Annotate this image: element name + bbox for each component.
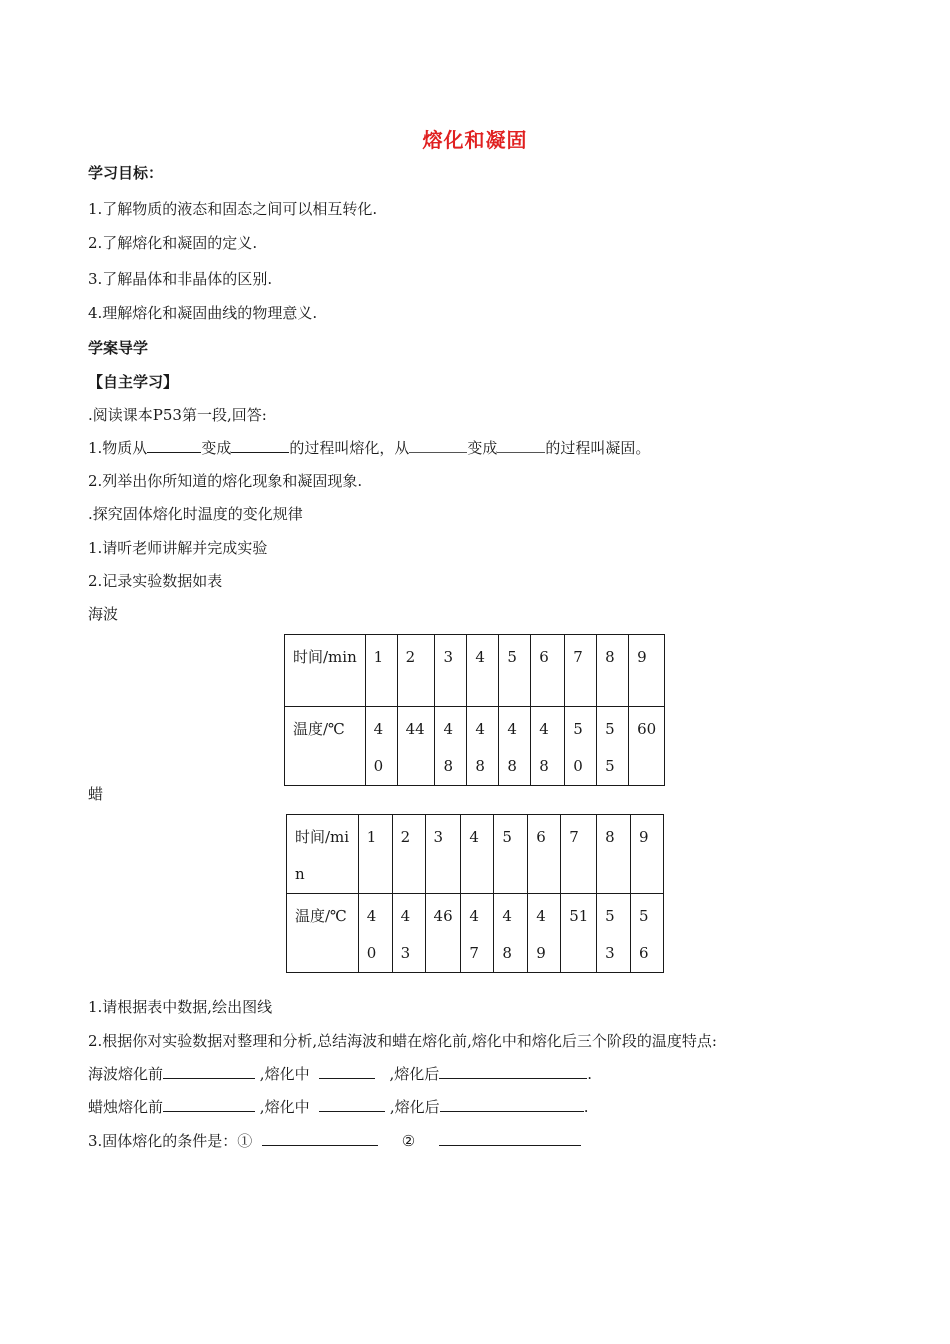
temp-cell: 40: [365, 707, 397, 786]
time-cell: 5: [499, 635, 531, 707]
time-cell: 2: [392, 815, 425, 894]
temp-cell: 40: [358, 894, 392, 973]
answer-blank-1[interactable]: [147, 438, 201, 453]
objectives-heading: 学习目标：: [88, 164, 164, 182]
temp-cell: 48: [467, 707, 499, 786]
time-cell: 9: [631, 815, 664, 894]
wax-period: .: [583, 1098, 589, 1116]
table-row: [287, 894, 664, 973]
temp-cell: 50: [565, 707, 597, 786]
self-study-heading: 【自主学习】: [88, 373, 179, 391]
temp-cell: 48: [531, 707, 565, 786]
hypo-before-blank[interactable]: [163, 1064, 255, 1079]
q1-part-3: 的过程叫熔化，从: [289, 439, 410, 457]
objective-item-2: 2.了解熔化和凝固的定义.: [88, 234, 258, 252]
melting-conditions-line: [88, 1131, 581, 1151]
q1-part-4: 变成: [467, 439, 498, 457]
temp-cell: 48: [435, 707, 467, 786]
hypo-after-blank[interactable]: [439, 1064, 587, 1079]
q1-part-1: 1.物质从: [88, 439, 148, 457]
temp-cell: 48: [494, 894, 528, 973]
temp-cell: 60: [629, 707, 665, 786]
objective-item-3: 3.了解晶体和非晶体的区别.: [88, 270, 273, 288]
time-cell: 8: [597, 635, 629, 707]
hypo-summary-line: [88, 1064, 592, 1084]
wax-during-blank[interactable]: [319, 1097, 385, 1112]
q1-part-5: 的过程叫凝固。: [545, 439, 651, 457]
time-cell: 1: [358, 815, 392, 894]
page-title: 熔化和凝固: [422, 128, 528, 152]
temp-header-cell: 温度/℃: [287, 894, 359, 973]
time-cell: 6: [531, 635, 565, 707]
temp-cell: 46: [425, 894, 461, 973]
wax-data-table: [286, 814, 664, 973]
temp-cell: 48: [499, 707, 531, 786]
time-cell: 1: [365, 635, 397, 707]
wax-before-label: 蜡烛熔化前: [88, 1098, 164, 1116]
question-melting-definition: [88, 438, 650, 458]
wax-table-label: 蜡: [88, 785, 104, 803]
section2-step2: 2.记录实验数据如表: [88, 572, 223, 590]
wax-before-blank[interactable]: [163, 1097, 255, 1112]
condition-2-marker: ②: [401, 1132, 416, 1150]
objective-item-4: 4.理解熔化和凝固曲线的物理意义.: [88, 304, 318, 322]
section1-intro: .阅读课本P53第一段,回答:: [88, 406, 267, 424]
conditions-label: 3.固体熔化的条件是：①: [88, 1132, 253, 1150]
temp-cell: 47: [461, 894, 494, 973]
hypo-table-label: 海波: [88, 605, 119, 623]
temp-cell: 51: [561, 894, 597, 973]
time-cell: 7: [565, 635, 597, 707]
wax-after-blank[interactable]: [440, 1097, 584, 1112]
answer-blank-3[interactable]: [409, 438, 467, 453]
question-examples: 2.列举出你所知道的熔化现象和凝固现象.: [88, 472, 363, 490]
table-row: [285, 635, 665, 707]
time-header-cell: 时间/min: [285, 635, 366, 707]
temp-header-cell: 温度/℃: [285, 707, 366, 786]
answer-blank-4[interactable]: [497, 438, 545, 453]
hypo-after-label: ,熔化后: [389, 1065, 440, 1083]
temp-cell: 49: [528, 894, 561, 973]
table-row: [285, 707, 665, 786]
temp-cell: 43: [392, 894, 425, 973]
wax-summary-line: [88, 1097, 588, 1117]
temp-cell: 53: [597, 894, 631, 973]
temp-cell: 55: [597, 707, 629, 786]
time-cell: 5: [494, 815, 528, 894]
hypo-during-label: ,熔化中: [259, 1065, 310, 1083]
time-cell: 4: [467, 635, 499, 707]
time-cell: 9: [629, 635, 665, 707]
hypo-data-table: [284, 634, 665, 786]
wax-after-label: ,熔化后: [389, 1098, 440, 1116]
q1-part-2: 变成: [201, 439, 232, 457]
section2-intro: .探究固体熔化时温度的变化规律: [88, 505, 303, 523]
time-cell: 3: [435, 635, 467, 707]
hypo-during-blank[interactable]: [319, 1064, 375, 1079]
objective-item-1: 1.了解物质的液态和固态之间可以相互转化.: [88, 200, 378, 218]
guide-heading: 学案导学: [88, 339, 149, 357]
answer-blank-2[interactable]: [231, 438, 289, 453]
temp-cell: 56: [631, 894, 664, 973]
time-cell: 2: [397, 635, 435, 707]
temp-cell: 44: [397, 707, 435, 786]
hypo-period: .: [587, 1065, 592, 1083]
section2-step1: 1.请听老师讲解并完成实验: [88, 539, 268, 557]
analysis-q1: 1.请根据表中数据,绘出图线: [88, 998, 273, 1016]
condition-1-blank[interactable]: [262, 1131, 378, 1146]
condition-2-blank[interactable]: [439, 1131, 581, 1146]
time-cell: 4: [461, 815, 494, 894]
hypo-before-label: 海波熔化前: [88, 1065, 164, 1083]
time-cell: 8: [597, 815, 631, 894]
table-row: [287, 815, 664, 894]
analysis-q2: 2.根据你对实验数据对整理和分析,总结海波和蜡在熔化前,熔化中和熔化后三个阶段的温度特点:: [88, 1032, 717, 1050]
time-cell: 3: [425, 815, 461, 894]
time-header-cell: 时间/min: [287, 815, 359, 894]
time-cell: 6: [528, 815, 561, 894]
time-cell: 7: [561, 815, 597, 894]
wax-during-label: ,熔化中: [259, 1098, 310, 1116]
